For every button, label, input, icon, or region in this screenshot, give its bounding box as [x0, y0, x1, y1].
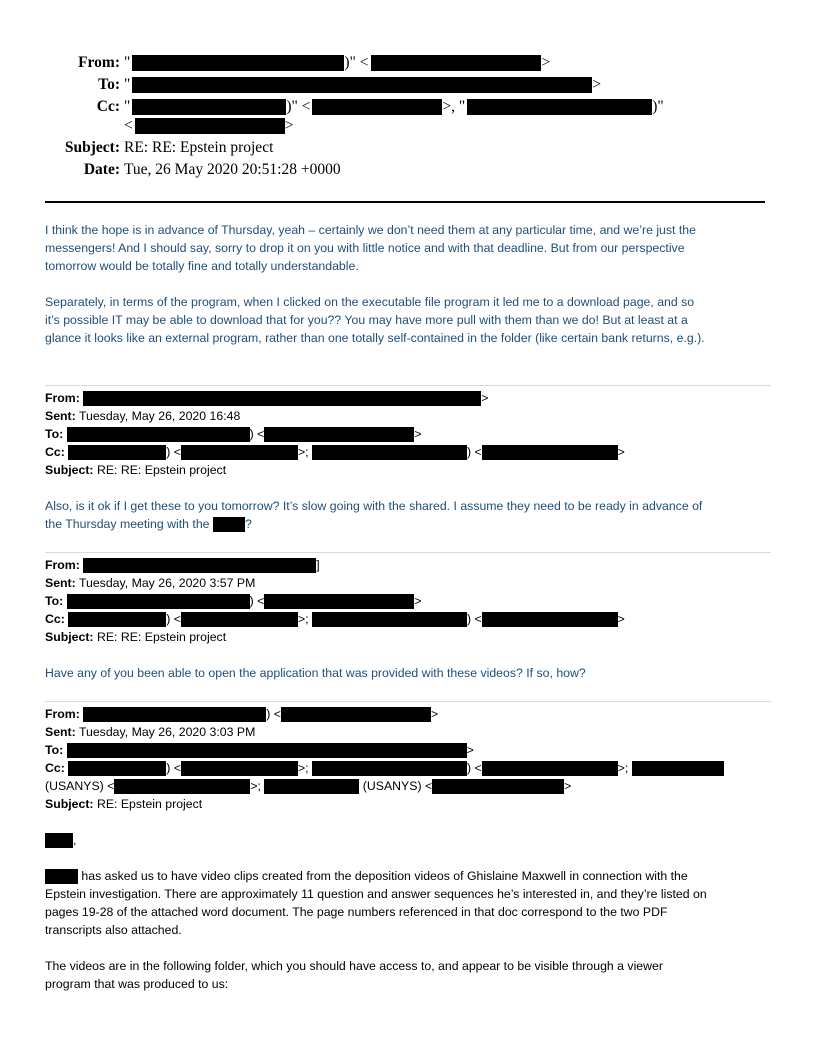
to-label: To: — [98, 76, 120, 93]
redaction-block — [114, 779, 250, 794]
redaction-block — [213, 517, 245, 532]
msg-from: From: ] — [45, 558, 320, 572]
cc-label: Cc: — [45, 445, 65, 459]
subject-value: RE: Epstein project — [96, 797, 203, 811]
body-line: the Thursday meeting with the ? — [45, 517, 252, 531]
redaction-block — [132, 99, 286, 115]
msg-to: To: > — [45, 743, 474, 757]
to-label: To: — [45, 594, 64, 608]
msg-cc: Cc: ) < >; ) < > — [45, 612, 625, 626]
from-label: From: — [45, 707, 80, 721]
body-text: the Thursday meeting with the — [45, 517, 210, 531]
redaction-block — [264, 427, 414, 442]
msg-from: From: > — [45, 391, 489, 405]
msg-to: To: ) < > — [45, 594, 422, 608]
cc-value: " )" < >, " )" — [124, 98, 664, 115]
cc-text: (USANYS) < — [362, 779, 433, 793]
body-line: The videos are in the following folder, which you should have access to, and appear to be visible through a viewer — [45, 959, 663, 973]
cc-value-cont: < > — [124, 117, 294, 134]
redaction-block — [68, 612, 166, 627]
subject-value: RE: RE: Epstein project — [124, 139, 274, 156]
body-line: pages 19-28 of the attached word document. The page numbers referenced in that doc correspond to the two PDF — [45, 905, 668, 919]
redaction-block — [132, 55, 344, 71]
message-separator — [45, 552, 771, 553]
redaction-block — [432, 779, 564, 794]
from-label: From: — [78, 54, 120, 71]
redaction-block — [67, 594, 250, 609]
redaction-block — [312, 761, 467, 776]
to-value: " > — [124, 76, 602, 93]
redaction-block — [83, 707, 266, 722]
redaction-block — [482, 445, 618, 460]
body-line: tomorrow would be totally fine and totally understandable. — [45, 259, 359, 273]
sent-label: Sent: — [45, 725, 76, 739]
subject-value: RE: RE: Epstein project — [96, 630, 227, 644]
redaction-block — [132, 77, 592, 93]
msg-subject — [45, 461, 226, 479]
body-line: Also, is it ok if I get these to you tomorrow? It’s slow going with the shared. I assume they need to be ready in advance of — [45, 499, 703, 513]
msg-subject — [45, 628, 226, 646]
msg-cc: Cc: ) < >; ) < > — [45, 445, 625, 459]
cc-label: Cc: — [45, 612, 65, 626]
redaction-block — [467, 99, 652, 115]
msg-sent — [45, 574, 255, 592]
date-value: Tue, 26 May 2020 20:51:28 +0000 — [124, 161, 341, 178]
sent-value: Tuesday, May 26, 2020 16:48 — [78, 409, 241, 423]
sent-label: Sent: — [45, 409, 76, 423]
redaction-block — [45, 833, 73, 848]
subject-label: Subject: — [45, 797, 94, 811]
body-line — [45, 867, 688, 885]
redaction-block — [371, 55, 541, 71]
from-label: From: — [45, 391, 80, 405]
cc-label: Cc: — [45, 761, 65, 775]
subject-value: RE: RE: Epstein project — [96, 463, 227, 477]
msg-to: To: ) < > — [45, 427, 422, 441]
subject-label: Subject: — [64, 139, 120, 156]
redaction-block — [45, 869, 78, 884]
body-line: it’s possible IT may be able to download that for you?? You may have more pull with them than we do! But at least at a — [45, 313, 688, 327]
cc-text: (USANYS) < — [45, 779, 115, 793]
redaction-block — [67, 743, 467, 758]
to-label: To: — [45, 427, 64, 441]
redaction-block — [181, 612, 298, 627]
redaction-block — [312, 99, 442, 115]
body-line: transcripts also attached. — [45, 923, 182, 937]
body-line: messengers! And I should say, sorry to drop it on you with little notice and with that deadline. But from our perspective — [45, 241, 685, 255]
redaction-block — [482, 612, 618, 627]
redaction-block — [482, 761, 618, 776]
redaction-block — [181, 761, 298, 776]
message-separator — [45, 701, 771, 702]
sent-value: Tuesday, May 26, 2020 3:03 PM — [78, 725, 256, 739]
date-label: Date: — [83, 161, 120, 178]
body-line: Epstein investigation. There are approximately 11 question and answer sequences he’s interested in, and they’re listed on — [45, 887, 707, 901]
body-line: glance it looks like an external program, rather than one totally self-contained in the folder (like certain bank returns, e.g.). — [45, 331, 705, 345]
redaction-block — [67, 427, 250, 442]
from-label: From: — [45, 558, 80, 572]
header-divider — [45, 201, 765, 203]
message-separator — [45, 385, 771, 386]
greeting: , — [45, 831, 76, 849]
redaction-block — [264, 779, 359, 794]
msg-sent — [45, 723, 255, 741]
msg-cc-cont: (USANYS) < >; (USANYS) < > — [45, 779, 572, 793]
from-value: " )" < > — [124, 54, 551, 71]
subject-label: Subject: — [45, 630, 94, 644]
cc-label: Cc: — [96, 98, 120, 115]
redaction-block — [632, 761, 724, 776]
redaction-block — [83, 391, 481, 406]
redaction-block — [68, 761, 166, 776]
msg-cc: Cc: ) < >; ) < >; — [45, 759, 724, 777]
redaction-block — [312, 612, 467, 627]
redaction-block — [181, 445, 298, 460]
redaction-block — [264, 594, 414, 609]
subject-label: Subject: — [45, 463, 94, 477]
msg-from: From: ) < > — [45, 707, 439, 721]
msg-subject — [45, 795, 202, 813]
body-line: Separately, in terms of the program, when I clicked on the executable file program it led me to a download page, and so — [45, 295, 695, 309]
sent-value: Tuesday, May 26, 2020 3:57 PM — [78, 576, 256, 590]
to-label: To: — [45, 743, 64, 757]
sent-label: Sent: — [45, 576, 76, 590]
body-text: has asked us to have video clips created from the deposition videos of Ghislaine Maxwell in connection with the — [81, 869, 688, 883]
redaction-block — [83, 558, 316, 573]
redaction-block — [312, 445, 467, 460]
body-line: I think the hope is in advance of Thursday, yeah – certainly we don’t need them at any particular time, and we’re just the — [45, 223, 696, 237]
redaction-block — [135, 118, 285, 134]
body-line: Have any of you been able to open the application that was provided with these videos? If so, how? — [45, 666, 586, 680]
redaction-block — [281, 707, 431, 722]
msg-sent — [45, 407, 240, 425]
redaction-block — [68, 445, 166, 460]
body-line: program that was produced to us: — [45, 977, 229, 991]
